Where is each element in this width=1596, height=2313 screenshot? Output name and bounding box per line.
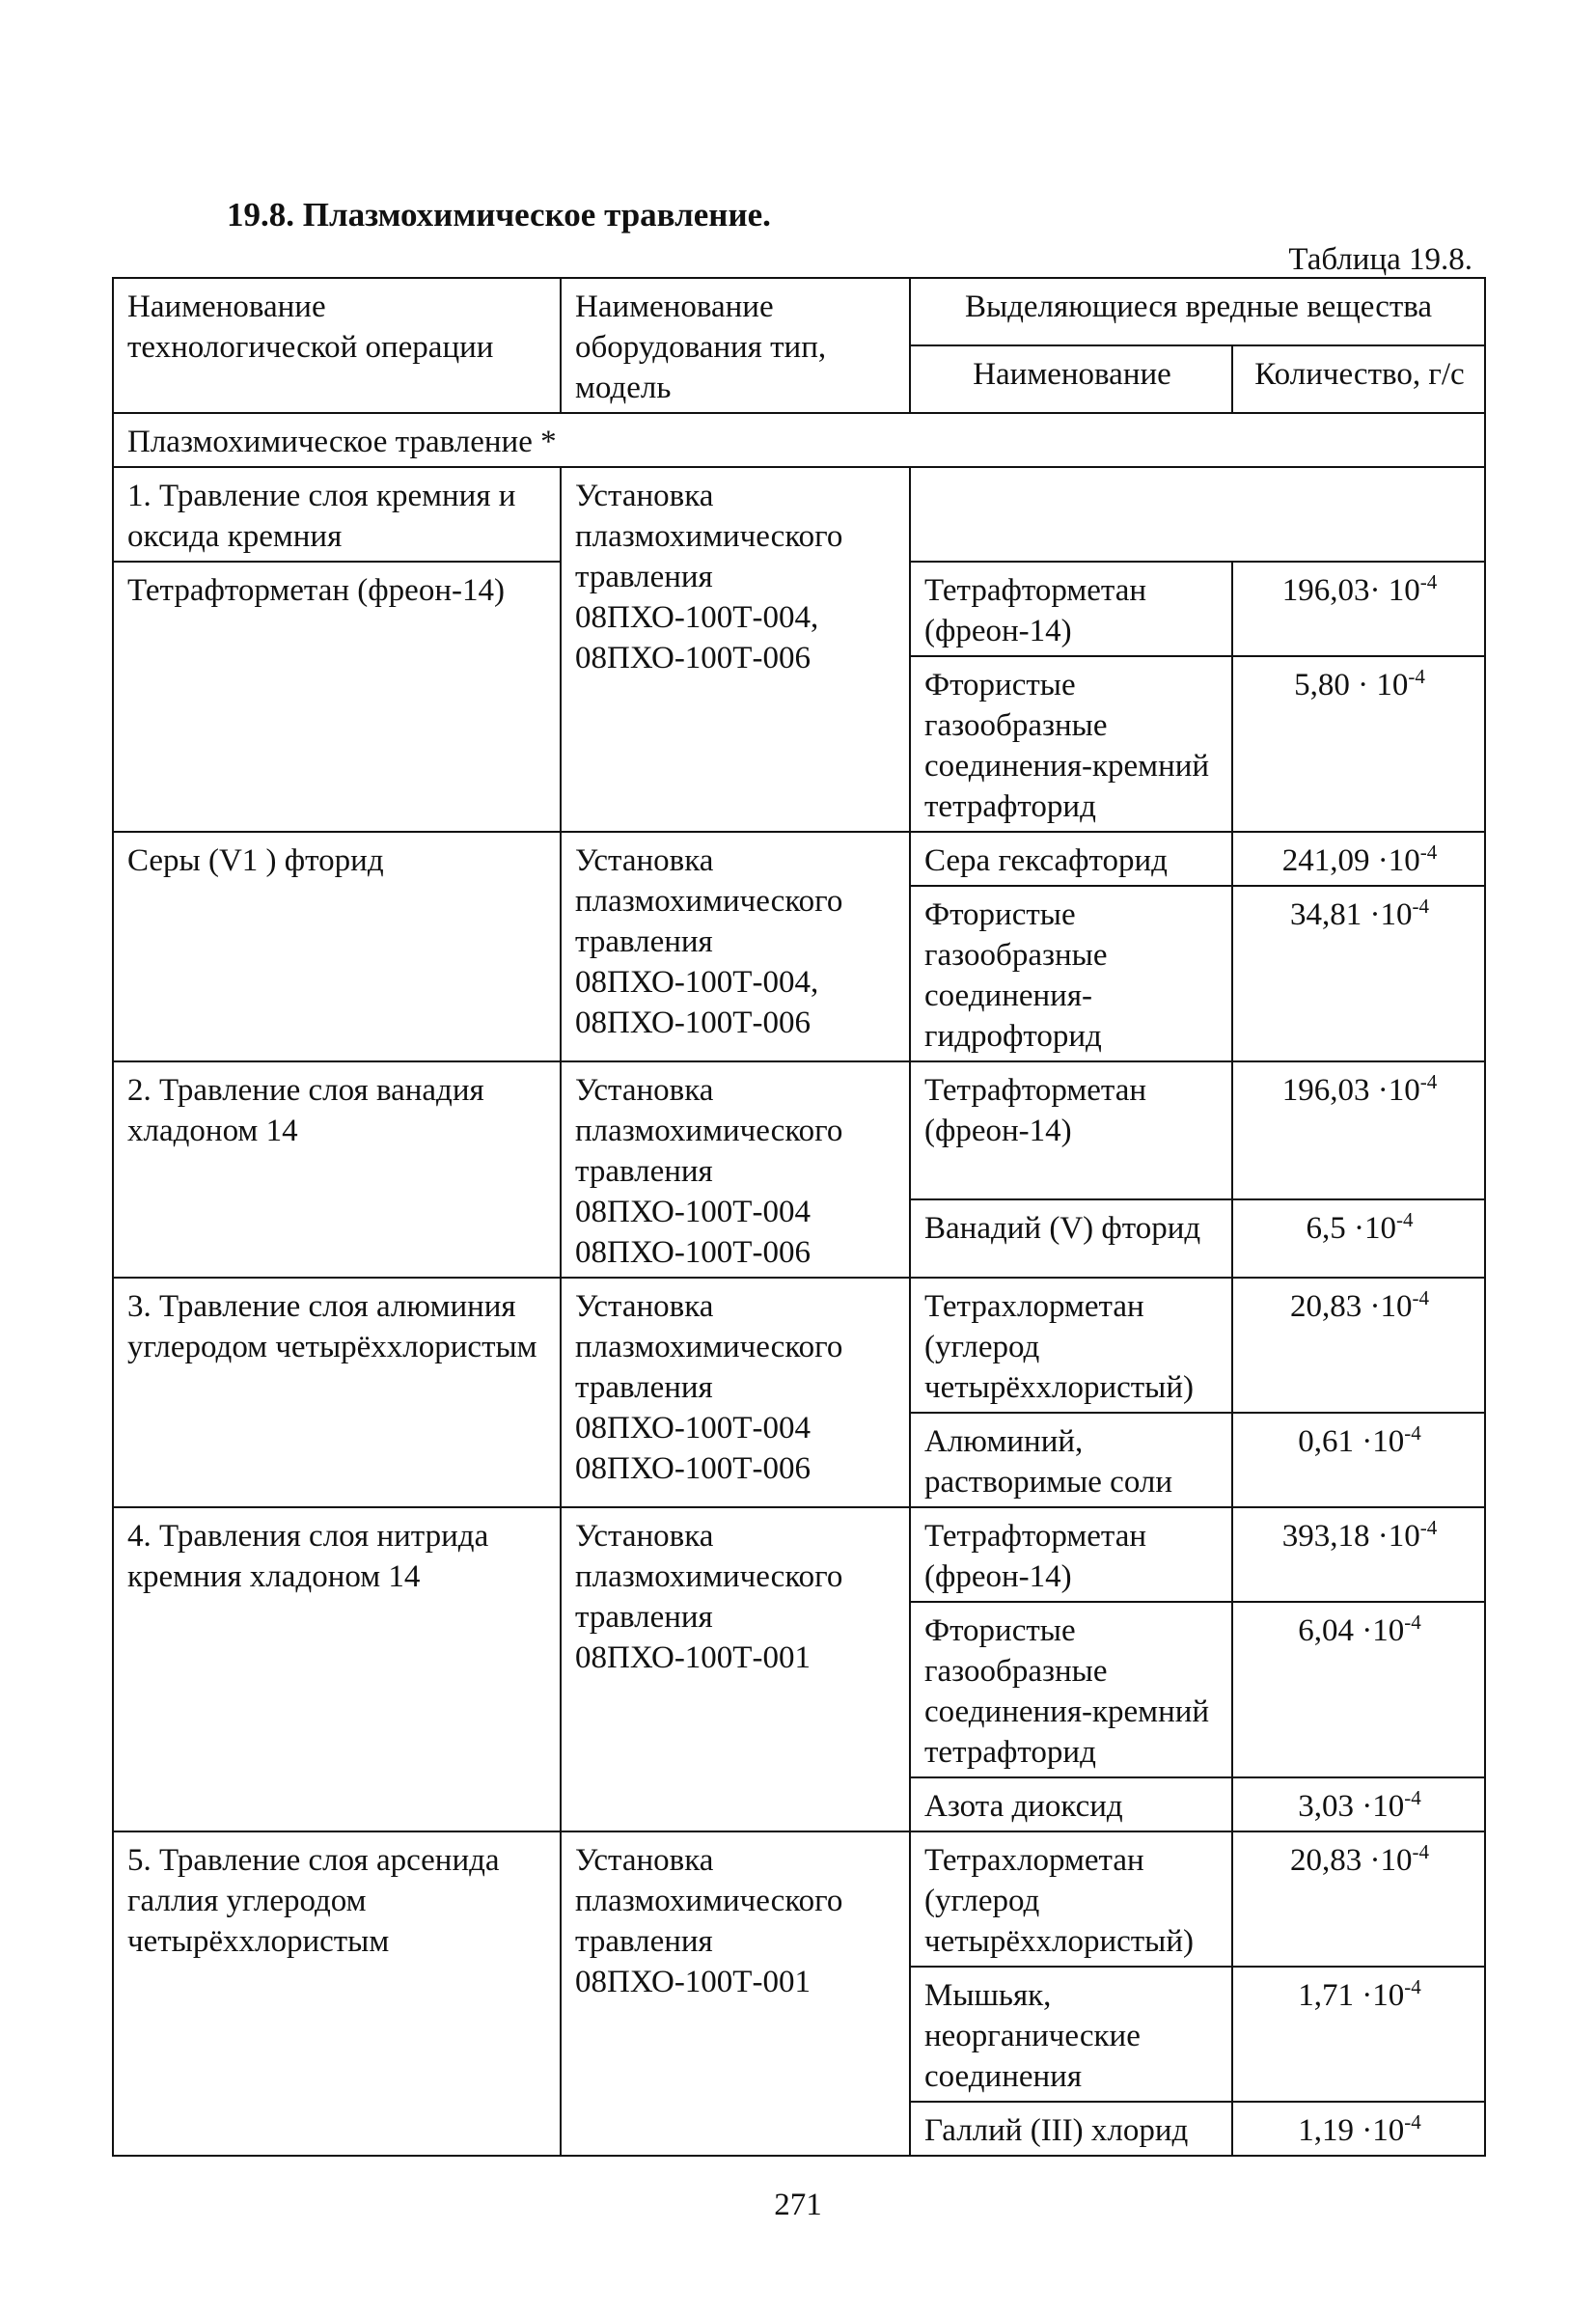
quantity-value: 1,71 ·10 bbox=[1298, 1978, 1405, 2013]
quantity-cell bbox=[1232, 2102, 1485, 2156]
equipment-cell: Установка плазмохимического травления 08ПХО-100Т-004 08ПХО-100Т-006 bbox=[561, 1061, 910, 1278]
operation-cell: 5. Травление слоя арсенида галлия углеродом четырёххлористым bbox=[113, 1831, 561, 2156]
quantity-value: 393,18 ·10 bbox=[1281, 1519, 1420, 1554]
quantity-exponent: -4 bbox=[1396, 1207, 1414, 1231]
substance-name-cell: Тетрафторметан (фреон-14) bbox=[910, 562, 1232, 656]
table-header-row bbox=[113, 278, 1485, 345]
quantity-cell bbox=[1232, 656, 1485, 832]
quantity-cell bbox=[1232, 1507, 1485, 1602]
quantity-value: 241,09 ·10 bbox=[1281, 843, 1420, 878]
quantity-exponent: -4 bbox=[1404, 2110, 1421, 2134]
quantity-exponent: -4 bbox=[1404, 1421, 1421, 1445]
quantity-value: 20,83 ·10 bbox=[1290, 1843, 1413, 1878]
quantity-value: 1,19 ·10 bbox=[1298, 2113, 1405, 2148]
operation-cell: 2. Травление слоя ванадия хладоном 14 bbox=[113, 1061, 561, 1278]
quantity-cell bbox=[1232, 1278, 1485, 1413]
header-quantity: Количество, г/с bbox=[1232, 345, 1485, 413]
quantity-value: 6,04 ·10 bbox=[1298, 1613, 1405, 1648]
quantity-cell bbox=[1232, 1413, 1485, 1507]
operation-cell: Серы (V1 ) фторид bbox=[113, 832, 561, 1061]
header-substances-group: Выделяющиеся вредные вещества bbox=[910, 278, 1485, 345]
quantity-value: 5,80 · 10 bbox=[1294, 668, 1409, 702]
table-row bbox=[113, 1831, 1485, 1967]
quantity-cell bbox=[1232, 1777, 1485, 1831]
group-row bbox=[113, 413, 1485, 467]
table-row bbox=[113, 1507, 1485, 1602]
quantity-exponent: -4 bbox=[1419, 570, 1438, 593]
quantity-value: 0,61 ·10 bbox=[1298, 1424, 1405, 1459]
substance-name-cell: Сера гексафторид bbox=[910, 832, 1232, 886]
empty-cell bbox=[910, 467, 1485, 562]
substance-name-cell: Фтористые газообразные соединения-гидрофторид bbox=[910, 886, 1232, 1061]
quantity-exponent: -4 bbox=[1404, 1975, 1421, 1998]
substance-name-cell: Тетрафторметан (фреон-14) bbox=[910, 1507, 1232, 1602]
table-row bbox=[113, 832, 1485, 886]
quantity-value: 196,03· 10 bbox=[1281, 573, 1420, 608]
operation-cell: 1. Травление слоя кремния и оксида кремния bbox=[113, 467, 561, 562]
equipment-cell: Установка плазмохимического травления 08ПХО-100Т-004, 08ПХО-100Т-006 bbox=[561, 467, 910, 832]
quantity-value: 6,5 ·10 bbox=[1306, 1210, 1396, 1246]
header-operation: Наименование технологической операции bbox=[113, 278, 561, 413]
quantity-cell bbox=[1232, 1967, 1485, 2102]
quantity-exponent: -4 bbox=[1419, 840, 1438, 864]
equipment-cell: Установка плазмохимического травления 08ПХО-100Т-001 bbox=[561, 1831, 910, 2156]
quantity-exponent: -4 bbox=[1408, 665, 1425, 688]
group-label: Плазмохимическое травление * bbox=[113, 413, 1485, 467]
quantity-exponent: -4 bbox=[1412, 1286, 1429, 1309]
operation-cell: 4. Травления слоя нитрида кремния хладоном 14 bbox=[113, 1507, 561, 1831]
table-row bbox=[113, 1061, 1485, 1199]
substance-name-cell: Азота диоксид bbox=[910, 1777, 1232, 1831]
substance-name-cell: Тетрахлорметан (углерод четырёххлористый) bbox=[910, 1831, 1232, 1967]
equipment-cell: Установка плазмохимического травления 08ПХО-100Т-004 08ПХО-100Т-006 bbox=[561, 1278, 910, 1507]
quantity-cell bbox=[1232, 886, 1485, 1061]
substance-name-cell: Алюминий, растворимые соли bbox=[910, 1413, 1232, 1507]
substance-name-cell: Галлий (III) хлорид bbox=[910, 2102, 1232, 2156]
quantity-value: 196,03 ·10 bbox=[1281, 1073, 1420, 1108]
operation-cell: 3. Травление слоя алюминия углеродом четырёххлористым bbox=[113, 1278, 561, 1507]
quantity-cell bbox=[1232, 1199, 1485, 1278]
equipment-cell: Установка плазмохимического травления 08ПХО-100Т-004, 08ПХО-100Т-006 bbox=[561, 832, 910, 1061]
quantity-value: 20,83 ·10 bbox=[1290, 1289, 1413, 1324]
equipment-cell: Установка плазмохимического травления 08ПХО-100Т-001 bbox=[561, 1507, 910, 1831]
quantity-cell bbox=[1232, 1831, 1485, 1967]
quantity-exponent: -4 bbox=[1412, 1840, 1429, 1863]
emissions-table bbox=[112, 277, 1486, 2157]
quantity-cell bbox=[1232, 562, 1485, 656]
quantity-value: 3,03 ·10 bbox=[1298, 1789, 1405, 1824]
substance-name-cell: Мышьяк, неорганические соединения bbox=[910, 1967, 1232, 2102]
substance-name-cell: Тетрахлорметан (углерод четырёххлористый) bbox=[910, 1278, 1232, 1413]
quantity-cell bbox=[1232, 832, 1485, 886]
page-number: 271 bbox=[774, 2188, 822, 2222]
quantity-cell bbox=[1232, 1061, 1485, 1199]
quantity-value: 34,81 ·10 bbox=[1290, 897, 1413, 932]
table-row bbox=[113, 1278, 1485, 1413]
header-substance-name: Наименование bbox=[910, 345, 1232, 413]
table-caption: Таблица 19.8. bbox=[1288, 242, 1472, 277]
quantity-exponent: -4 bbox=[1404, 1786, 1421, 1809]
quantity-cell bbox=[1232, 1602, 1485, 1777]
quantity-exponent: -4 bbox=[1404, 1611, 1421, 1634]
substance-name-cell: Ванадий (V) фторид bbox=[910, 1199, 1232, 1278]
sub-operation-cell: Тетрафторметан (фреон-14) bbox=[113, 562, 561, 832]
substance-name-cell: Фтористые газообразные соединения-кремний тетрафторид bbox=[910, 1602, 1232, 1777]
quantity-exponent: -4 bbox=[1419, 1070, 1438, 1093]
header-equipment: Наименование оборудования тип, модель bbox=[561, 278, 910, 413]
section-title: 19.8. Плазмохимическое травление. bbox=[227, 196, 771, 234]
quantity-exponent: -4 bbox=[1419, 1516, 1438, 1539]
substance-name-cell: Тетрафторметан (фреон-14) bbox=[910, 1061, 1232, 1199]
quantity-exponent: -4 bbox=[1412, 895, 1429, 918]
substance-name-cell: Фтористые газообразные соединения-кремний тетрафторид bbox=[910, 656, 1232, 832]
table-row bbox=[113, 467, 1485, 562]
